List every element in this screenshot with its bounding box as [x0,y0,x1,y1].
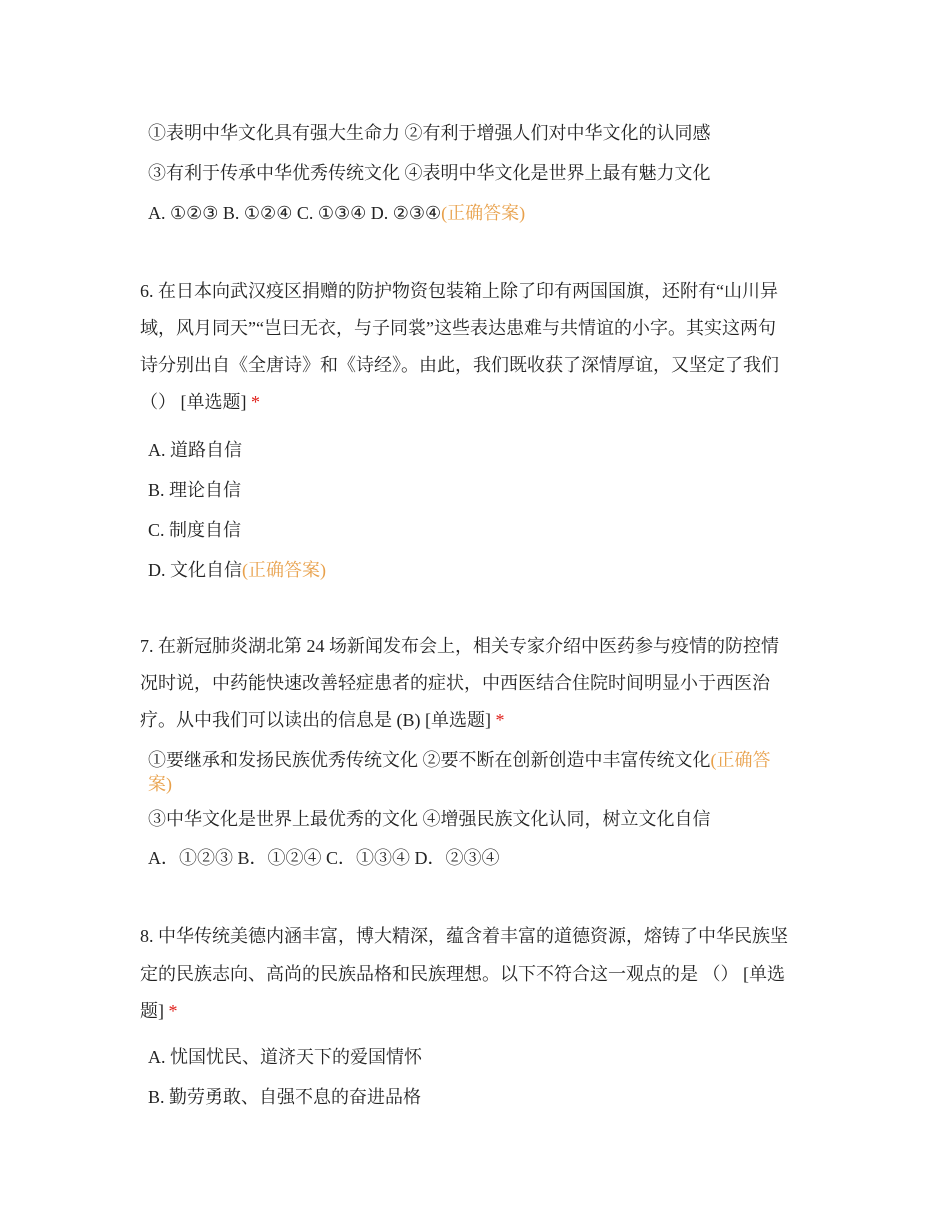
q6-title-line-3: 诗分别出自《全唐诗》和《诗经》。由此，我们既收获了深情厚谊，又坚定了我们 [140,355,779,375]
q7-option-2[interactable]: ③中华文化是世界上最优秀的文化 ④增强民族文化认同，树立文化自信 [148,809,711,829]
q8-option-b[interactable]: B. 勤劳勇敢、自强不息的奋进品格 [148,1087,422,1107]
q6-title-line-4 [140,390,260,414]
q7-option-1-label: ①要继承和发扬民族优秀传统文化 ②要不断在创新创造中丰富传统文化 [148,750,711,770]
q7-title-line-2: 况时说，中药能快速改善轻症患者的症状，中西医结合住院时间明显小于西医治 [140,673,770,693]
q8-required-mark: * [168,1001,178,1021]
q6-correct-answer-tag: (正确答案) [242,560,326,580]
q5-correct-answer-tag: (正确答案) [441,203,526,223]
q8-title-line-3 [140,999,178,1023]
q7-title-line-1: 7. 在新冠肺炎湖北第 24 场新闻发布会上，相关专家介绍中医药参与疫情的防控情 [140,636,779,656]
q6-option-b[interactable]: B. 理论自信 [148,480,242,500]
q6-title-line-1: 6. 在日本向武汉疫区捐赠的防护物资包装箱上除了印有两国国旗，还附有“山川异 [140,281,778,301]
q5-choices [148,201,525,225]
q6-option-d[interactable] [148,558,326,582]
q8-title-line-1: 8. 中华传统美德内涵丰富，博大精深，蕴含着丰富的道德资源，熔铸了中华民族坚 [140,926,788,946]
q7-choices: A．①②③ B．①②④ C．①③④ D．②③④ [148,848,500,868]
q5-statement-3-4: ③有利于传承中华优秀传统文化 ④表明中华文化是世界上最有魅力文化 [148,163,711,183]
q5-statement-1-2: ①表明中华文化具有强大生命力 ②有利于增强人们对中华文化的认同感 [148,123,711,143]
q6-option-d-label: D. 文化自信 [148,560,242,580]
q5-choices-text: A. ①②③ B. ①②④ C. ①③④ D. ②③④ [148,203,442,223]
q7-option-1[interactable] [148,748,771,772]
q8-option-a[interactable]: A. 忧国忧民、道济天下的爱国情怀 [148,1047,422,1067]
q6-option-a[interactable]: A. 道路自信 [148,440,242,460]
q8-title-tail: 题] [140,1001,164,1021]
q6-title-tail: （） [单选题] [140,392,247,412]
q7-title-line-3 [140,708,504,732]
q6-option-c[interactable]: C. 制度自信 [148,520,242,540]
q6-required-mark: * [251,392,260,412]
q7-required-mark: * [495,710,505,730]
q8-title-line-2: 定的民族志向、高尚的民族品格和民族理想。以下不符合这一观点的是 （） [单选 [140,964,785,984]
q6-title-line-2: 域，风月同天”“岂曰无衣，与子同裳”这些表达患难与共情谊的小字。其实这两句 [140,318,776,338]
q7-correct-answer-tag: (正确答 [710,750,771,770]
q7-title-tail: 疗。从中我们可以读出的信息是 (B) [单选题] [140,710,491,730]
q7-correct-answer-tag-cont: 案) [148,774,172,794]
